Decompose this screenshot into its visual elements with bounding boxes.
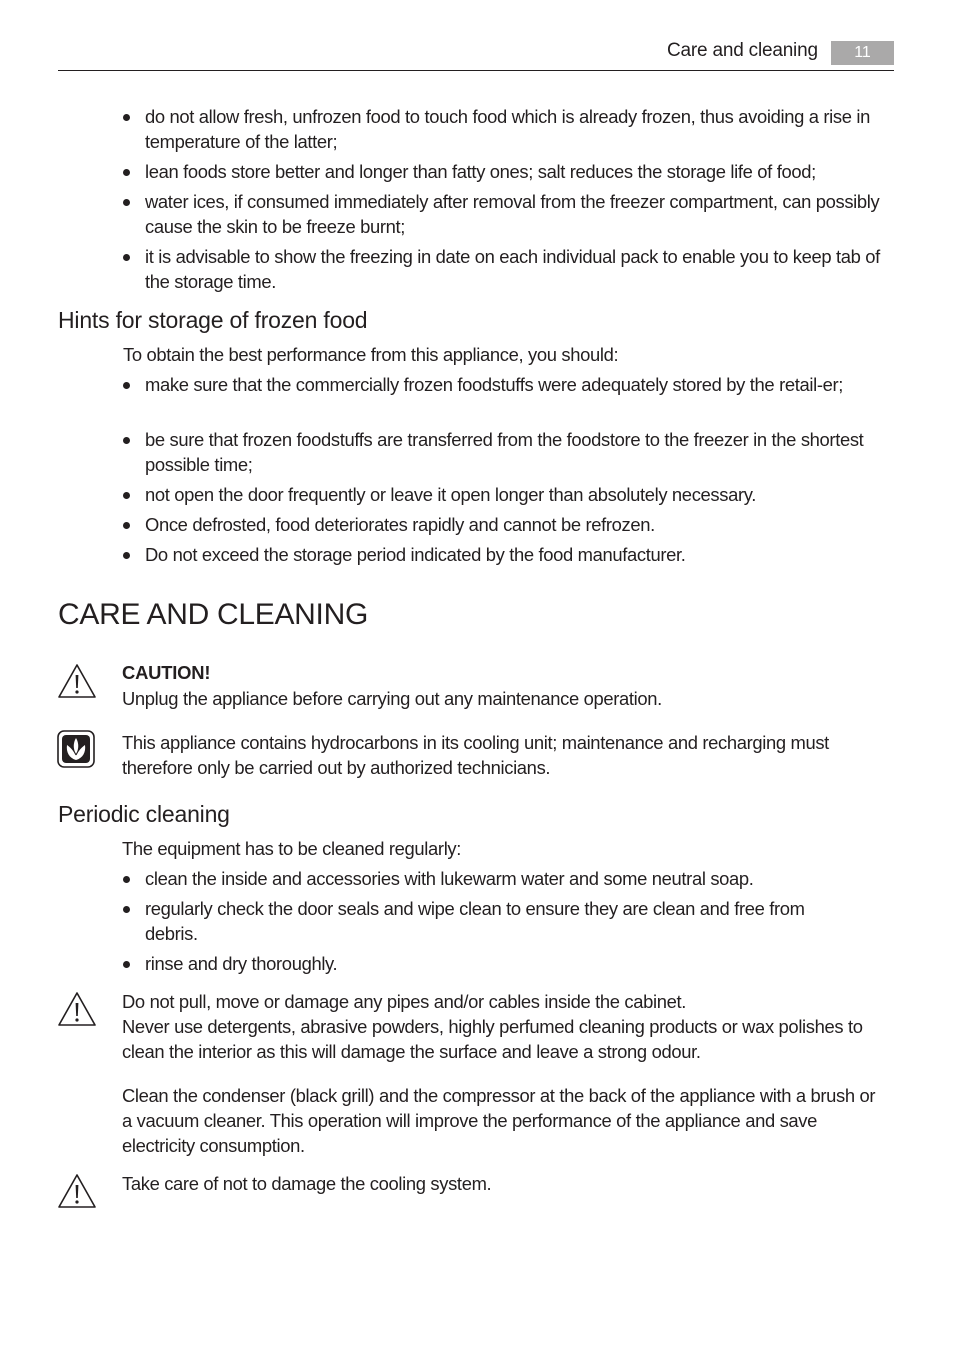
periodic-cleaning-heading: Periodic cleaning [58, 801, 230, 827]
bullet-dot [123, 254, 130, 261]
bullet-dot [123, 522, 130, 529]
warning-triangle-icon [57, 1173, 97, 1209]
periodic-cleaning-intro: The equipment has to be cleaned regularly: [122, 838, 462, 859]
caution-title: CAUTION! [122, 662, 211, 683]
header-section-title: Care and cleaning [667, 40, 818, 61]
bullet-dot [123, 906, 130, 913]
bullet-dot [123, 382, 130, 389]
bullet-dot [123, 961, 130, 968]
header-divider [58, 70, 894, 71]
bullet-dot [123, 492, 130, 499]
care-cleaning-heading: CARE AND CLEANING [58, 598, 368, 631]
environment-leaf-icon [57, 730, 95, 768]
list-item: regularly check the door seals and wipe clean to ensure they are clean and free from debris. [145, 898, 805, 944]
list-item: make sure that the commercially frozen foodstuffs were adequately stored by the retail-er; [145, 374, 844, 395]
warning-pipes: Do not pull, move or damage any pipes and/or cables inside the cabinet. [122, 991, 687, 1012]
bullet-dot [123, 199, 130, 206]
list-item: do not allow fresh, unfrozen food to touch food which is already frozen, thus avoiding a rise in temperature of the latter; [145, 106, 870, 152]
list-item: not open the door frequently or leave it open longer than absolutely necessary. [145, 484, 756, 505]
bullet-dot [123, 552, 130, 559]
condenser-note: Clean the condenser (black grill) and the compressor at the back of the appliance with a brush or a vacuum cleaner. This operation will improve the performance of the appliance and save electricity consumption. [122, 1085, 876, 1156]
list-item: Once defrosted, food deteriorates rapidly and cannot be refrozen. [145, 514, 655, 535]
storage-hints-intro: To obtain the best performance from this appliance, you should: [123, 344, 619, 365]
list-item: water ices, if consumed immediately after removal from the freezer compartment, can possibly cause the skin to be freeze burnt; [145, 191, 880, 237]
storage-hints-heading: Hints for storage of frozen food [58, 307, 368, 333]
list-item: lean foods store better and longer than fatty ones; salt reduces the storage life of food; [145, 161, 816, 182]
warning-detergents: Never use detergents, abrasive powders, highly perfumed cleaning products or wax polishes to clean the interior as this will damage the surface and leave a strong odour. [122, 1016, 863, 1062]
list-item: it is advisable to show the freezing in date on each individual pack to enable you to keep tab of the storage time. [145, 246, 880, 292]
list-item: be sure that frozen foodstuffs are transferred from the foodstore to the freezer in the shortest possible time; [145, 429, 864, 475]
environment-note: This appliance contains hydrocarbons in its cooling unit; maintenance and recharging must therefore only be carried out by authorized technicians. [122, 732, 829, 778]
bullet-dot [123, 437, 130, 444]
list-item: clean the inside and accessories with lukewarm water and some neutral soap. [145, 868, 754, 889]
page-number: 11 [831, 41, 894, 65]
list-item: rinse and dry thoroughly. [145, 953, 338, 974]
caution-text: Unplug the appliance before carrying out any maintenance operation. [122, 688, 662, 709]
bullet-dot [123, 169, 130, 176]
bullet-dot [123, 114, 130, 121]
bullet-dot [123, 876, 130, 883]
cooling-system-warning: Take care of not to damage the cooling system. [122, 1173, 492, 1194]
list-item: Do not exceed the storage period indicated by the food manufacturer. [145, 544, 686, 565]
warning-triangle-icon [57, 991, 97, 1027]
warning-triangle-icon [57, 663, 97, 699]
